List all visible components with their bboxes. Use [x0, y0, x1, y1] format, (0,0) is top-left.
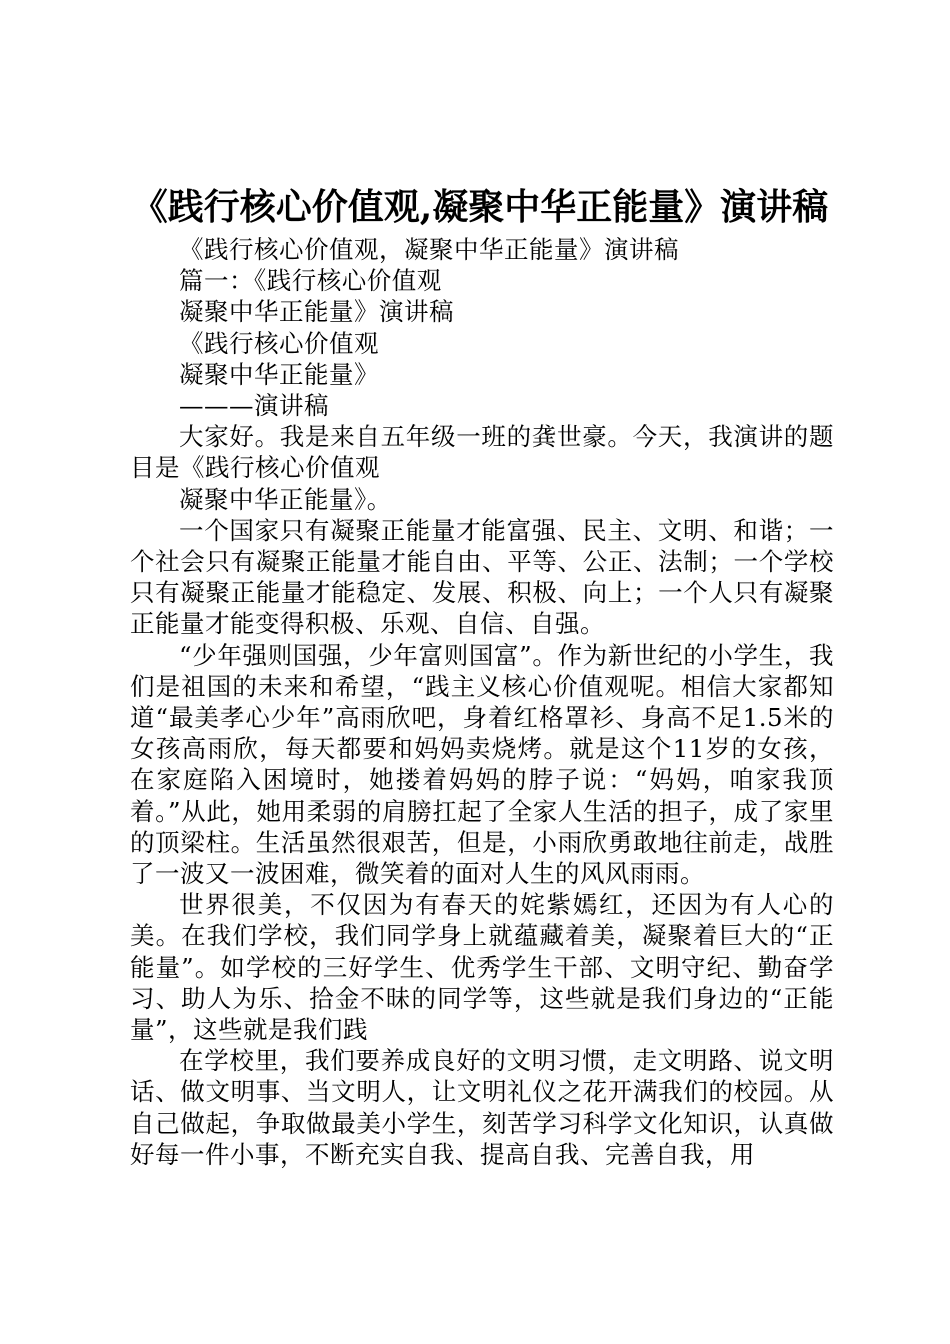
paragraph-body-3: 世界很美，不仅因为有春天的姹紫嫣红，还因为有人心的美。在我们学校，我们同学身上就蕴藏着美，凝聚着巨大的“正能量”。如学校的三好学生、优秀学生干部、文明守纪、勤奋学习、助人为乐、拾金不昧的同学等，这些就是我们身边的“正能量”，这些就是我们践 — [130, 890, 834, 1045]
paragraph-speech-label: ———演讲稿 — [179, 391, 329, 421]
paragraph-body-1: 一个国家只有凝聚正能量才能富强、民主、文明、和谐；一个社会只有凝聚正能量才能自由、平等、公正、法制；一个学校只有凝聚正能量才能稳定、发展、积极、向上；一个人只有凝聚正能量才能变得积极、乐观、自信、自强。 — [130, 515, 834, 639]
paragraph-speech-title-cont: 凝聚中华正能量》 — [179, 359, 379, 389]
paragraph-chapter-heading-cont: 凝聚中华正能量》演讲稿 — [179, 297, 454, 327]
document-body — [130, 234, 834, 1170]
paragraph-body-4: 在学校里，我们要养成良好的文明习惯，走文明路、说文明话、做文明事、当文明人，让文明礼仪之花开满我们的校园。从自己做起，争取做最美小学生，刻苦学习科学文化知识，认真做好每一件小事，不断充实自我、提高自我、完善自我，用 — [130, 1046, 834, 1169]
paragraph-greeting-cont: 凝聚中华正能量》。 — [179, 484, 392, 514]
document-title: 《践行核心价值观,凝聚中华正能量》演讲稿 — [131, 186, 829, 228]
paragraph-chapter-heading: 篇一：《践行核心价值观 — [179, 266, 442, 296]
paragraph-speech-title: 《践行核心价值观 — [179, 328, 379, 358]
paragraph-body-2: “少年强则国强，少年富则国富”。作为新世纪的小学生，我们是祖国的未来和希望，“践主义核心价值观呢。相信大家都知道“最美孝心少年”高雨欣吧，身着红格罩衫、身高不足1.5米的女孩高雨欣，每天都要和妈妈卖烧烤。就是这个11岁的女孩，在家庭陷入困境时，她搂着妈妈的脖子说：“妈妈，咱家我顶着。”从此，她用柔弱的肩膀扛起了全家人生活的担子，成了家里的顶梁柱。生活虽然很艰苦，但是，小雨欣勇敢地往前走，战胜了一波又一波困难，微笑着的面对人生的风风雨雨。 — [130, 640, 834, 889]
paragraph-subtitle: 《践行核心价值观，凝聚中华正能量》演讲稿 — [179, 235, 679, 264]
paragraph-greeting: 大家好。我是来自五年级一班的龚世豪。今天，我演讲的题目是《践行核心价值观 — [130, 422, 834, 483]
